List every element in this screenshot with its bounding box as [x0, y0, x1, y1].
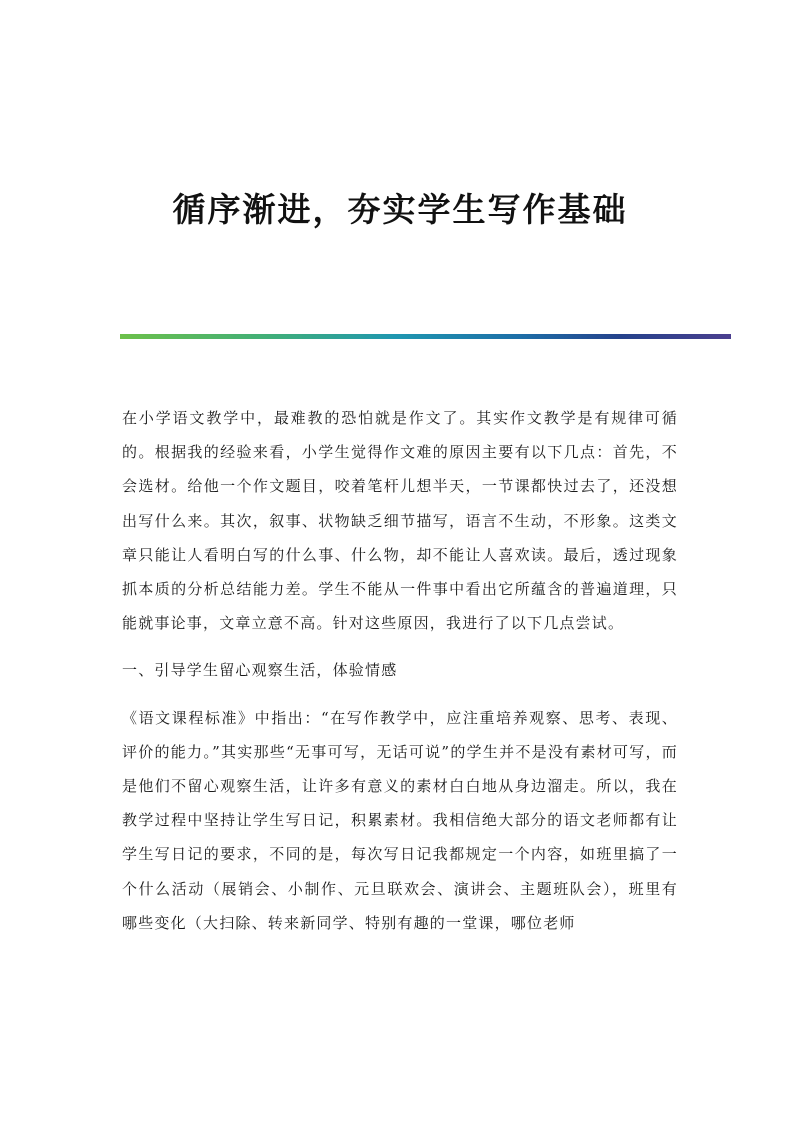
document-body — [122, 401, 678, 953]
body-paragraph: 《语文课程标准》中指出：“在写作教学中，应注重培养观察、思考、表现、评价的能力。”其实那些“无事可写，无话可说”的学生并不是没有素材可写，而是他们不留心观察生活，让许多有意义的素材白白地从身边溜走。所以，我在教学过程中坚持让学生写日记，积累素材。我相信绝大部分的语文老师都有让学生写日记的要求，不同的是，每次写日记我都规定一个内容，如班里搞了一个什么活动（展销会、小制作、元旦联欢会、演讲会、主题班队会），班里有哪些变化（大扫除、转来新同学、特别有趣的一堂课，哪位老师 — [122, 708, 678, 932]
section-heading: 一、引导学生留心观察生活，体验情感 — [122, 661, 398, 680]
body-paragraph: 在小学语文教学中，最难教的恐怕就是作文了。其实作文教学是有规律可循的。根据我的经验来看，小学生觉得作文难的原因主要有以下几点：首先，不会选材。给他一个作文题目，咬着笔杆儿想半天，一节课都快过去了，还没想出写什么来。其次，叙事、状物缺乏细节描写，语言不生动，不形象。这类文章只能让人看明白写的什么事、什么物，却不能让人喜欢读。最后，透过现象抓本质的分析总结能力差。学生不能从一件事中看出它所蕴含的普遍道理，只能就事论事，文章立意不高。针对这些原因，我进行了以下几点尝试。 — [122, 409, 678, 633]
title-divider — [120, 334, 731, 339]
document-title: 循序渐进，夯实学生写作基础 — [172, 190, 628, 229]
